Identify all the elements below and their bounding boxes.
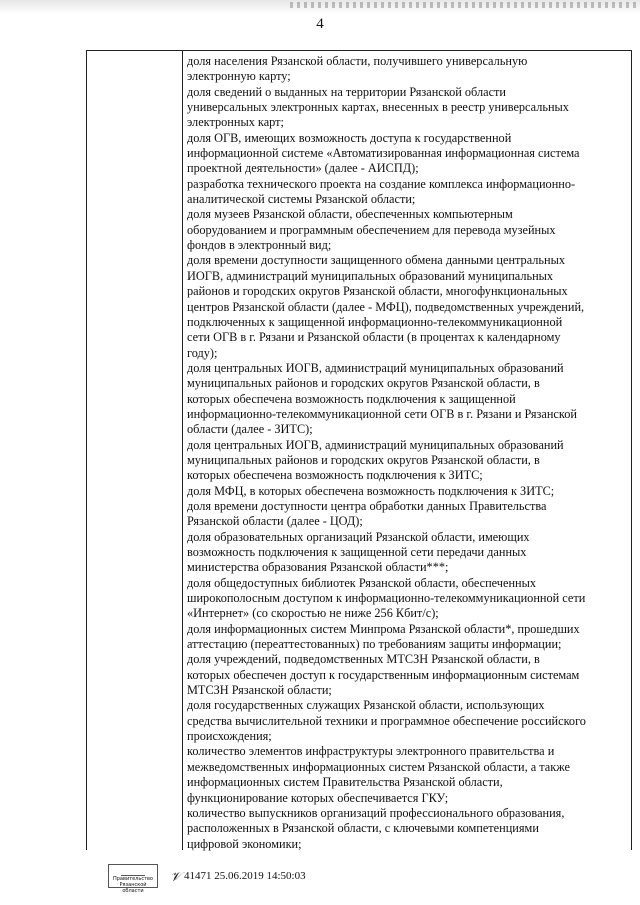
text-line: муниципальных районов и городских округов Рязанской области, в <box>187 376 540 391</box>
text-line: функционирование которых обеспечивается ГКУ; <box>187 790 449 805</box>
text-line: количество выпускников организаций профессионального образования, <box>187 805 565 820</box>
text-line: области (далее - ЗИТС); <box>187 422 313 437</box>
text-line: средства вычислительной техники и программное обеспечение российского <box>187 713 586 728</box>
text-line: доля информационных систем Минпрома Рязанской области*, прошедших <box>187 621 580 636</box>
text-line: цифровой экономики; <box>187 836 302 851</box>
text-line: доля ОГВ, имеющих возможность доступа к государственной <box>187 130 512 145</box>
text-line: сети ОГВ в г. Рязани и Рязанской области (в процентах к календарному <box>187 330 561 345</box>
seal-text: Правительство Рязанской области <box>113 876 153 894</box>
text-line: расположенных в Рязанской области, с ключевыми компетенциями <box>187 821 539 836</box>
text-line: доля МФЦ, в которых обеспечена возможность подключения к ЗИТС; <box>187 483 555 498</box>
text-line: доля общедоступных библиотек Рязанской области, обеспеченных <box>187 575 537 590</box>
text-line: аналитической системы Рязанской области; <box>187 192 416 207</box>
document-footer <box>108 864 508 892</box>
signature-mark-icon: 𝒱 <box>170 869 181 884</box>
text-line: возможность подключения к защищенной сети передачи данных <box>187 545 527 559</box>
text-line: которых обеспечена возможность подключения к ЗИТС; <box>187 468 483 483</box>
text-line: доля центральных ИОГВ, администраций муниципальных образований <box>187 437 564 452</box>
text-line: количество элементов инфраструктуры электронного правительства и <box>187 744 555 759</box>
text-line: информационных систем Правительства Рязанской области, <box>187 775 503 790</box>
text-line: электронную карту; <box>187 69 291 84</box>
text-line: которых обеспечен доступ к государственным информационным системам <box>187 667 580 682</box>
text-line: информационно-телекоммуникационной сети ОГВ в г. Рязани и Рязанской <box>187 406 577 421</box>
text-line: доля центральных ИОГВ, администраций муниципальных образований <box>187 360 564 375</box>
text-line: доля времени доступности центра обработки данных Правительства <box>187 498 547 513</box>
text-line: которых обеспечена возможность подключения к защищенной <box>187 391 516 406</box>
text-line: доля времени доступности защищенного обмена данными центральных <box>187 253 565 268</box>
registration-stamp: 41471 25.06.2019 14:50:03 <box>184 870 306 882</box>
text-line: универсальных электронных картах, внесенных в реестр универсальных <box>187 100 569 115</box>
government-seal-icon <box>108 864 158 894</box>
table-left-column <box>87 51 183 850</box>
text-line: МТСЗН Рязанской области; <box>187 683 332 698</box>
text-line: доля сведений о выданных на территории Рязанской области <box>187 84 506 99</box>
text-line: информационной системе «Автоматизированная информационная система <box>187 146 580 161</box>
text-line: разработка технического проекта на создание комплекса информационно- <box>187 176 576 191</box>
text-line: оборудованием и программным обеспечением для перевода музейных <box>187 222 556 237</box>
indicators-table <box>86 50 632 850</box>
text-line: доля учреждений, подведомственных МТСЗН Рязанской области, в <box>187 652 540 667</box>
page-number: 4 <box>316 16 324 32</box>
text-line: министерства образования Рязанской области***; <box>187 560 449 575</box>
text-line: районов и городских округов Рязанской области, многофункциональных <box>187 284 568 299</box>
text-line: происхождения; <box>187 729 272 744</box>
scan-artifact <box>290 2 640 8</box>
text-line: фондов в электронный вид; <box>187 238 332 253</box>
text-line: доля образовательных организаций Рязанской области, имеющих <box>187 529 530 544</box>
text-line: ИОГВ, администраций муниципальных образований муниципальных <box>187 268 554 283</box>
table-right-column-text <box>187 54 627 852</box>
text-line: году); <box>187 345 218 360</box>
text-line: доля населения Рязанской области, получившего универсальную <box>187 54 528 68</box>
text-line: муниципальных районов и городских округов Рязанской области, в <box>187 452 540 467</box>
text-line: доля государственных служащих Рязанской области, использующих <box>187 698 545 713</box>
text-line: доля музеев Рязанской области, обеспеченных компьютерным <box>187 207 513 222</box>
text-line: подключенных к защищенной информационно-телекоммуникационной <box>187 314 563 329</box>
text-line: проектной деятельности» (далее - АИСПД); <box>187 161 419 176</box>
text-line: электронных карт; <box>187 115 284 130</box>
text-line: центров Рязанской области (далее - МФЦ), подведомственных учреждений, <box>187 299 585 314</box>
text-line: Рязанской области (далее - ЦОД); <box>187 514 363 529</box>
text-line: межведомственных информационных систем Рязанской области, а также <box>187 759 570 774</box>
text-line: «Интернет» (со скоростью не ниже 256 Кбит/с); <box>187 606 439 621</box>
text-line: широкополосным доступом к информационно-телекоммуникационной сети <box>187 591 586 606</box>
text-line: аттестацию (переаттестованных) по требованиям защиты информации; <box>187 637 562 652</box>
